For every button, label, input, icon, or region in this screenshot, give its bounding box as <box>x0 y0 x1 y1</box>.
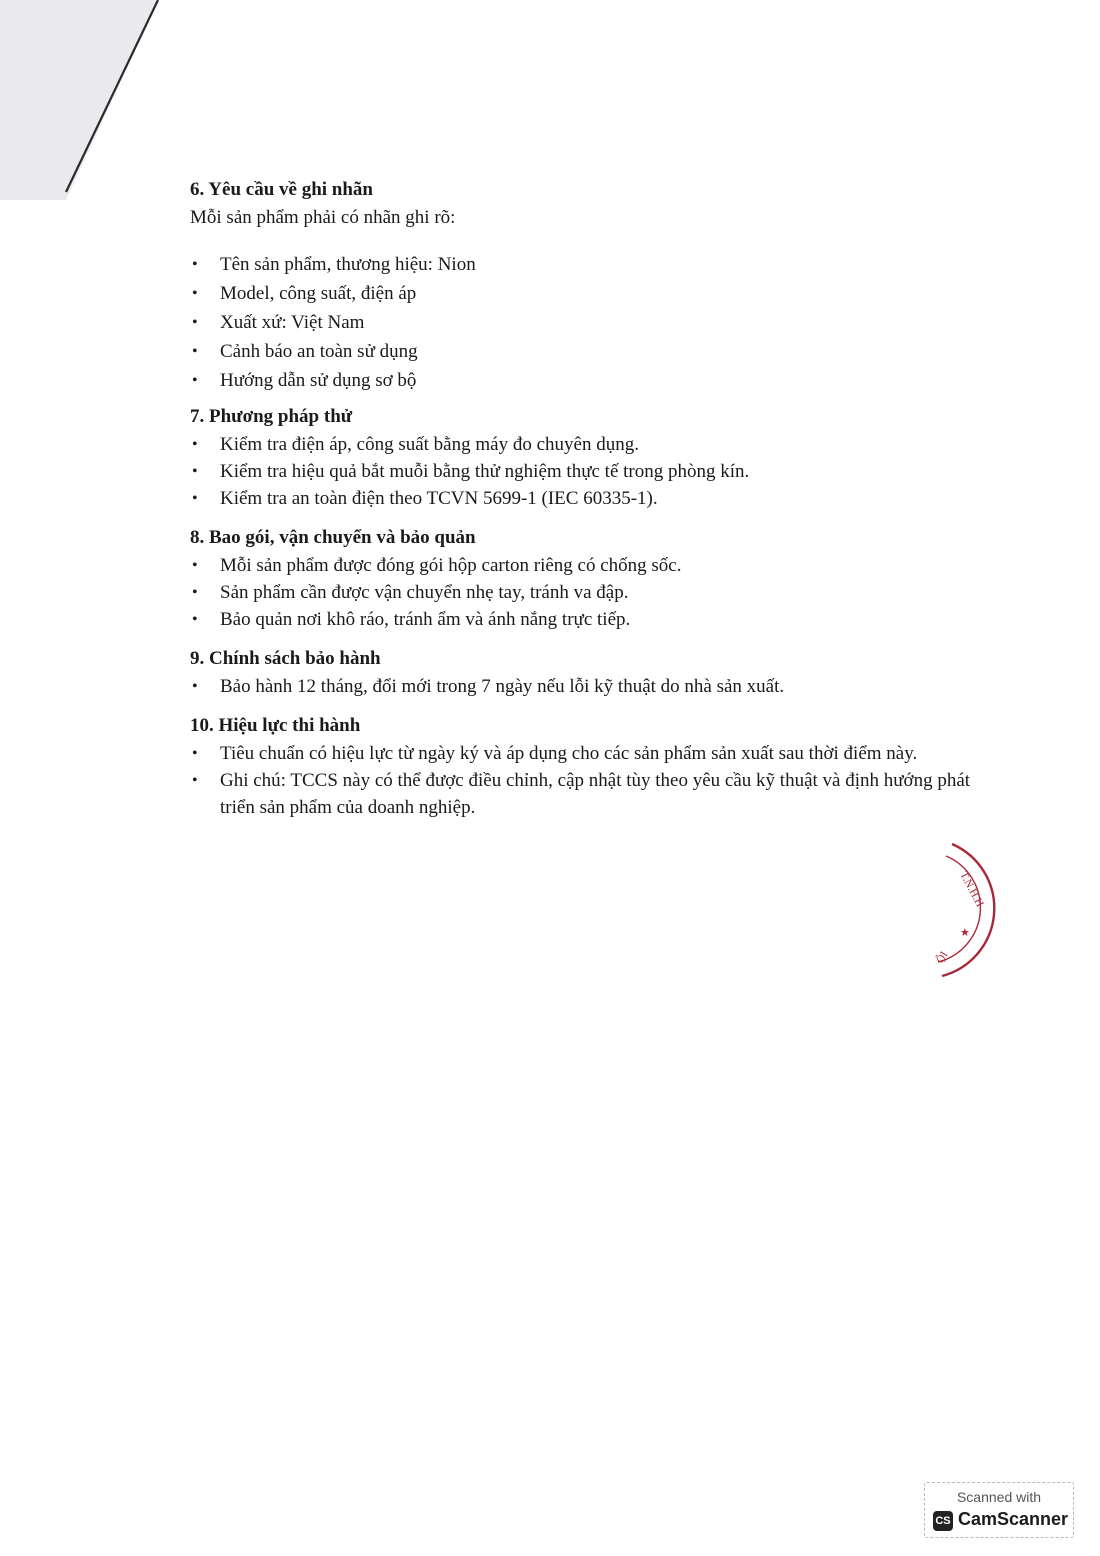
bullet-icon: • <box>192 611 198 628</box>
list-item: • Kiểm tra điện áp, công suất bằng máy đo chuyên dụng. <box>190 431 990 458</box>
bullet-icon: • <box>192 678 198 695</box>
section-warranty <box>190 647 990 700</box>
bullet-list <box>190 673 990 700</box>
bullet-icon: • <box>192 343 198 360</box>
list-item: • Bảo hành 12 tháng, đổi mới trong 7 ngày nếu lỗi kỹ thuật do nhà sản xuất. <box>190 673 990 700</box>
list-item: • Hướng dẫn sử dụng sơ bộ <box>190 366 990 395</box>
section-heading: 7. Phương pháp thử <box>190 406 353 427</box>
list-item: • Ghi chú: TCCS này có thể được điều chỉnh, cập nhật tùy theo yêu cầu kỹ thuật và định hướng phát triển sản phẩm của doanh nghiệp. <box>190 767 990 821</box>
bullet-icon: • <box>192 372 198 389</box>
camscanner-logo-icon: CS <box>933 1511 953 1531</box>
bullet-icon: • <box>192 463 198 480</box>
section-effectiveness <box>190 714 990 821</box>
list-item: • Tiêu chuẩn có hiệu lực từ ngày ký và áp dụng cho các sản phẩm sản xuất sau thời điểm này. <box>190 740 990 767</box>
section-heading: 8. Bao gói, vận chuyển và bảo quản <box>190 527 476 548</box>
list-item: • Cảnh báo an toàn sử dụng <box>190 337 990 366</box>
bullet-icon: • <box>192 490 198 507</box>
section-heading: 6. Yêu cầu về ghi nhãn <box>190 179 373 200</box>
bullet-list <box>190 431 990 512</box>
bullet-icon: • <box>192 745 198 762</box>
bullet-list <box>190 552 990 633</box>
bullet-list <box>190 740 990 821</box>
svg-text:ỘI: ỘI <box>934 949 951 966</box>
bullet-icon: • <box>192 256 198 273</box>
section-test-methods <box>190 405 990 512</box>
section-heading: 10. Hiệu lực thi hành <box>190 715 361 736</box>
watermark-brand: CamScanner <box>958 1509 1069 1529</box>
list-item: • Kiểm tra an toàn điện theo TCVN 5699-1 (IEC 60335-1). <box>190 485 990 512</box>
watermark-caption: Scanned with <box>956 1489 1042 1505</box>
bullet-icon: • <box>192 584 198 601</box>
company-seal-stamp <box>930 838 1010 980</box>
document-body <box>190 178 990 821</box>
section-labeling <box>190 178 990 395</box>
section-packaging <box>190 526 990 633</box>
section-intro: Mỗi sản phẩm phải có nhãn ghi rõ: <box>190 207 456 228</box>
camscanner-watermark <box>924 1482 1074 1538</box>
section-heading: 9. Chính sách bảo hành <box>190 648 381 669</box>
bullet-icon: • <box>192 557 198 574</box>
bullet-icon: • <box>192 314 198 331</box>
list-item: • Tên sản phẩm, thương hiệu: Nion <box>190 250 990 279</box>
bullet-icon: • <box>192 436 198 453</box>
bullet-icon: • <box>192 772 198 789</box>
bullet-list <box>190 250 990 395</box>
list-item: • Xuất xứ: Việt Nam <box>190 308 990 337</box>
bullet-icon: • <box>192 285 198 302</box>
svg-text:T.N.H.H: T.N.H.H <box>957 869 986 909</box>
list-item: • Bảo quản nơi khô ráo, tránh ẩm và ánh nắng trực tiếp. <box>190 606 990 633</box>
list-item: • Sản phẩm cần được vận chuyển nhẹ tay, tránh va đập. <box>190 579 990 606</box>
svg-text:★: ★ <box>960 926 970 939</box>
page-edge-shadow <box>0 0 170 200</box>
list-item: • Mỗi sản phẩm được đóng gói hộp carton riêng có chống sốc. <box>190 552 990 579</box>
list-item: • Kiểm tra hiệu quả bắt muỗi bằng thử nghiệm thực tế trong phòng kín. <box>190 458 990 485</box>
list-item: • Model, công suất, điện áp <box>190 279 990 308</box>
